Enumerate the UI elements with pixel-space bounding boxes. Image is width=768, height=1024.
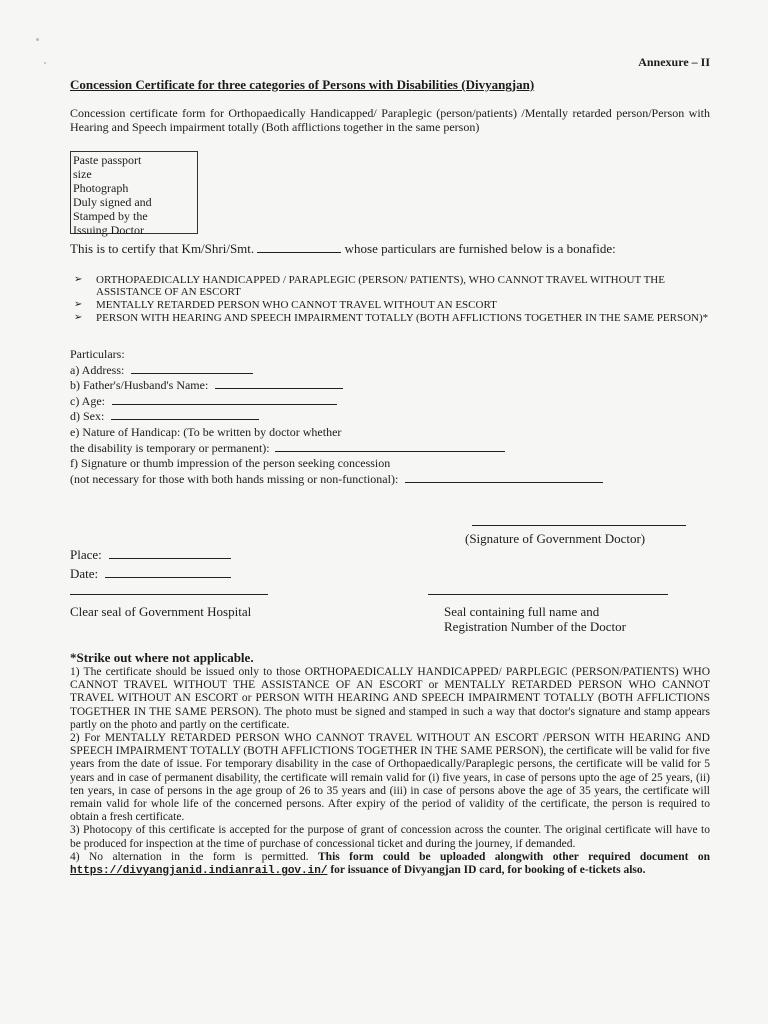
photo-box-line: Photograph [73, 181, 129, 195]
photo-box-line: Duly signed and [73, 195, 152, 209]
father-row [70, 378, 710, 394]
hospital-seal-line [70, 594, 268, 595]
age-field[interactable] [112, 394, 337, 405]
address-row [70, 363, 710, 379]
category-item: ➢ MENTALLY RETARDED PERSON WHO CANNOT TRAVEL WITHOUT AN ESCORT [74, 299, 497, 311]
hospital-seal-label: Clear seal of Government Hospital [70, 604, 252, 619]
certify-after: whose particulars are furnished below is a bonafide: [344, 241, 616, 256]
father-label: b) Father's/Husband's Name: [70, 378, 209, 393]
arrow-icon: ➢ [74, 299, 83, 310]
address-label: a) Address: [70, 362, 125, 377]
annexure-label: Annexure – II [638, 55, 710, 69]
age-label: c) Age: [70, 393, 105, 408]
arrow-icon: ➢ [74, 312, 83, 323]
note-3: 3) Photocopy of this certificate is accepted for the purpose of grant of concession across the counter. The original certificate will have to be produced for inspection at the time of purchase of concessional ticket and during the journey, if demanded. [70, 824, 710, 850]
place-date-block [70, 545, 231, 583]
doctor-seal-line [428, 594, 668, 595]
doctor-seal-label: Seal containing full name and Registration Number of the Doctor [444, 604, 626, 634]
date-row [70, 564, 231, 583]
handicap-label: the disability is temporary or permanent): [70, 440, 270, 455]
photo-box-line: Paste passport [73, 153, 142, 167]
sex-field[interactable] [111, 409, 259, 420]
handicap-field[interactable] [275, 441, 505, 452]
signature-row-2 [70, 472, 710, 488]
intro-paragraph: Concession certificate form for Orthopaedically Handicapped/ Paraplegic (person/patients) /Mentally retarded person/Person with Hearing and Speech impairment totally (Both afflictions together in the same person) [70, 106, 710, 134]
scan-speck [36, 38, 39, 41]
signature-label: (not necessary for those with both hands missing or non-functional): [70, 471, 399, 486]
certify-before: This is to certify that Km/Shri/Smt. [70, 241, 255, 256]
photo-box-line: Issuing Doctor [73, 223, 144, 237]
photo-box-line: size [73, 167, 92, 181]
particulars-heading: Particulars: [70, 347, 125, 361]
photo-box-line: Stamped by the [73, 209, 148, 223]
father-field[interactable] [215, 378, 343, 389]
place-row [70, 545, 231, 564]
note-2: 2) For MENTALLY RETARDED PERSON WHO CANNOT TRAVEL WITHOUT AN ESCORT /PERSON WITH HEARING AND SPEECH IMPAIRMENT TOTALLY (BOTH AFFLICTIONS TOGETHER IN THE SAME PERSON), the certificate will be valid for five years from the date of issue. For temporary disability in the case of Orthopaedically/Paraplegic persons, the certificate will be valid for 5 years and in case of permanent disability, the certificate will remain valid for (i) five years, in case of persons upto the age of 25 years, (ii) ten years, in case of persons in the age group of 26 to 35 years and (iii) in case of persons above the age of 35 years, the certificate will remain valid for whole life of the concerned persons. After expiry of the period of validity of the certificate, the person is required to obtain a fresh certificate. [70, 732, 710, 824]
date-field[interactable] [105, 567, 231, 578]
signature-field[interactable] [405, 472, 603, 483]
scan-speck [44, 62, 46, 64]
doctor-signature-label: (Signature of Government Doctor) [465, 531, 646, 546]
address-field[interactable] [131, 363, 253, 374]
certify-statement [70, 242, 710, 256]
sex-row [70, 409, 710, 425]
age-row [70, 394, 710, 410]
divyangjan-id-link[interactable]: https://divyangjanid.indianrail.gov.in/ [70, 865, 328, 878]
note-1: 1) The certificate should be issued only to those ORTHOPAEDICALLY HANDICAPPED/ PARPLEGIC (PERSON/PATIENTS) WHO CANNOT TRAVEL WITHOUT THE ASSISTANCE OF AN ESCORT or MENTALLY RETARDED PERSON WHO CANNOT TRAVEL WITHOUT AN ESCORT or PERSON WITH HEARING AND SPEECH IMPAIRMENT TOTALLY (BOTH AFFLICTIONS TOGETHER IN THE SAME PERSON). The photo must be signed and stamped in such a way that doctor's signature and stamp appears partly on the photo and partly on the certificate. [70, 666, 710, 731]
place-label: Place: [70, 547, 102, 562]
photo-box [70, 151, 198, 237]
particulars-section [70, 347, 710, 487]
handicap-row-2 [70, 441, 710, 457]
category-item: ➢ PERSON WITH HEARING AND SPEECH IMPAIRMENT TOTALLY (BOTH AFFLICTIONS TOGETHER IN THE SAME PERSON)* [74, 312, 709, 324]
category-list [74, 274, 710, 325]
place-field[interactable] [109, 548, 231, 559]
note-4: 4) No alternation in the form is permitted. This form could be uploaded alongwith other required document on https://divyangjanid.indianrail.gov.in/ for issuance of Divyangjan ID card, for booking of e-tickets also. [70, 850, 710, 878]
sex-label: d) Sex: [70, 409, 105, 424]
strike-out-note: *Strike out where not applicable. [70, 650, 254, 665]
arrow-icon: ➢ [74, 274, 83, 285]
name-blank[interactable] [257, 242, 341, 253]
handicap-row-1: e) Nature of Handicap: (To be written by doctor whether [70, 424, 342, 439]
notes-section [70, 666, 710, 878]
signature-row-1: f) Signature or thumb impression of the person seeking concession [70, 456, 391, 471]
date-label: Date: [70, 566, 99, 581]
category-item: ➢ ORTHOPAEDICALLY HANDICAPPED / PARAPLEGIC (PERSON/ PATIENTS), WHO CANNOT TRAVEL WITHOUT THE ASSISTANCE OF AN ESCORT [74, 274, 665, 298]
document-title: Concession Certificate for three categories of Persons with Disabilities (Divyangjan) [70, 77, 535, 92]
doctor-signature-line[interactable] [472, 525, 686, 526]
